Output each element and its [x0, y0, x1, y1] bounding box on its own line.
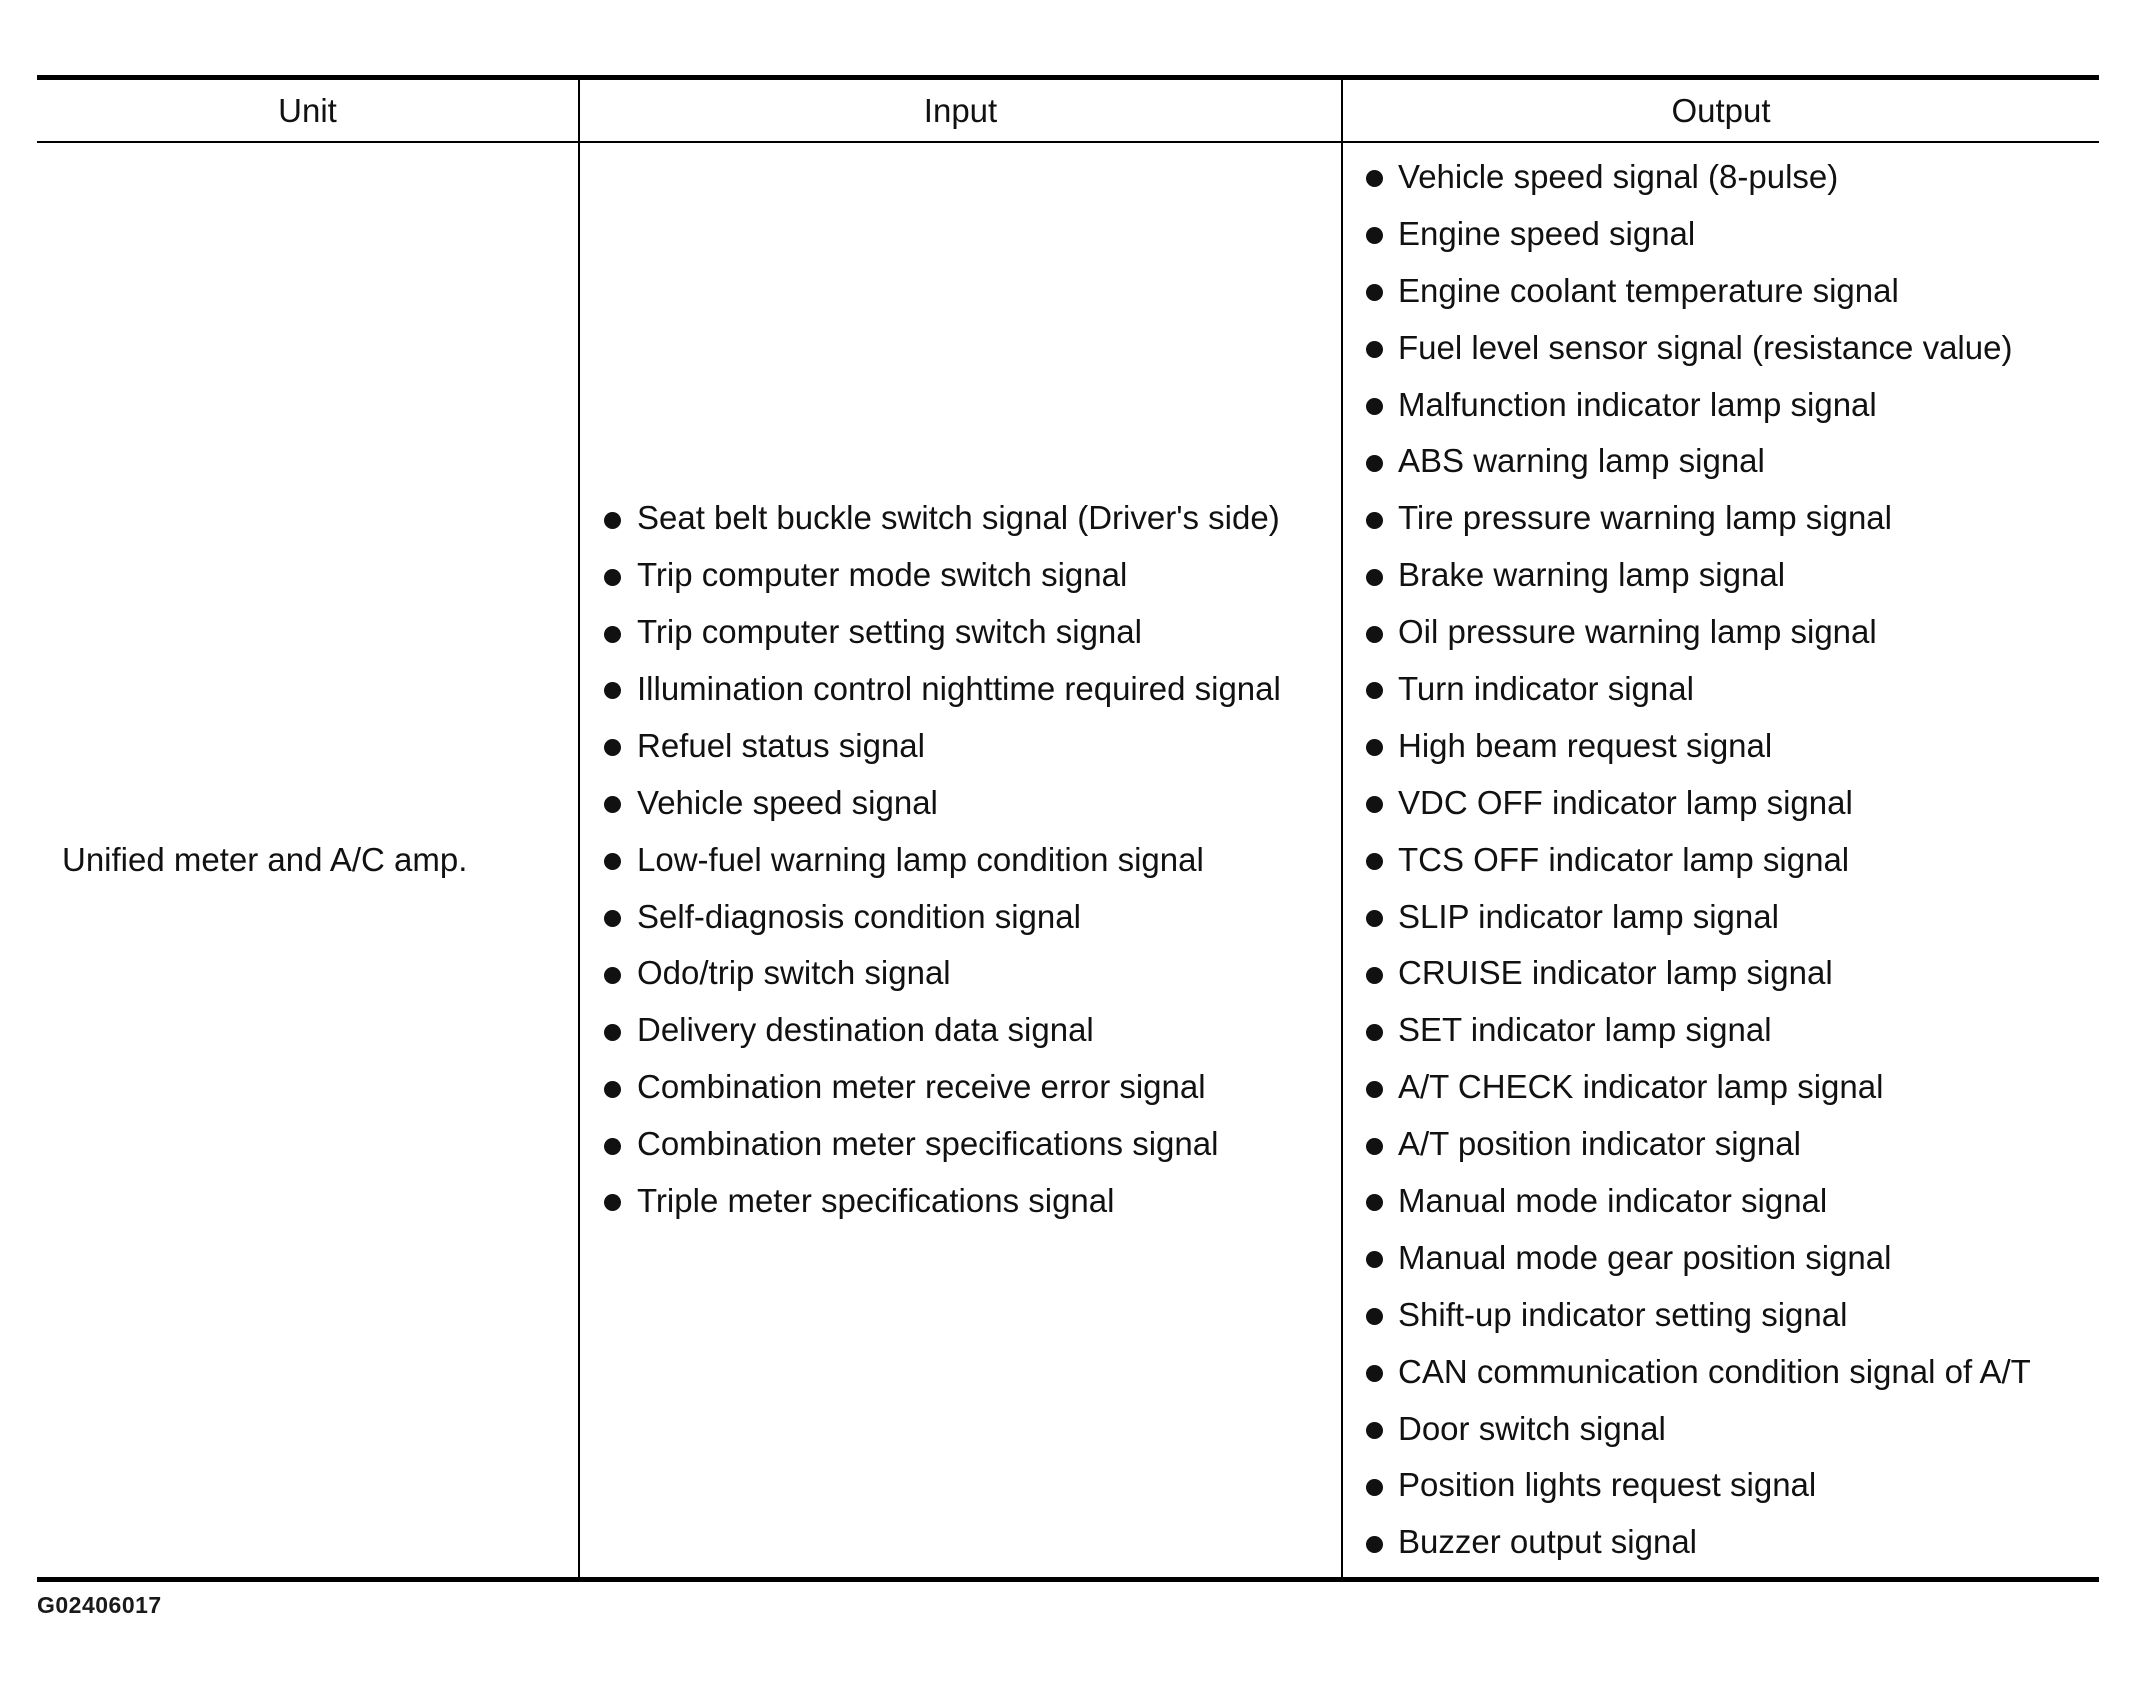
- bullet-icon: [604, 1081, 621, 1098]
- signal-label: Refuel status signal: [637, 726, 925, 764]
- signal-label: SLIP indicator lamp signal: [1398, 897, 1779, 935]
- bullet-icon: [1366, 967, 1383, 984]
- signal-label: Combination meter specifications signal: [637, 1125, 1219, 1163]
- signal-label: CAN communication condition signal of A/T: [1398, 1352, 2031, 1390]
- figure-id: G02406017: [37, 1592, 162, 1618]
- bullet-icon: [604, 910, 621, 927]
- signal-label: Tire pressure warning lamp signal: [1398, 499, 1892, 537]
- bullet-icon: [604, 626, 621, 643]
- table-header-row: [37, 78, 2099, 143]
- output-cell: [1342, 142, 2099, 1580]
- output-signal-item: [1343, 1287, 2099, 1344]
- output-signal-item: [1343, 149, 2099, 206]
- input-signal-item: [580, 832, 1341, 889]
- signal-label: Brake warning lamp signal: [1398, 556, 1786, 594]
- bullet-icon: [604, 967, 621, 984]
- output-signal-item: [1343, 945, 2099, 1002]
- bullet-icon: [1366, 1194, 1383, 1211]
- signal-label: Manual mode gear position signal: [1398, 1238, 1892, 1276]
- output-signal-item: [1343, 433, 2099, 490]
- bullet-icon: [1366, 227, 1383, 244]
- bullet-icon: [1366, 569, 1383, 586]
- signal-label: Door switch signal: [1398, 1409, 1666, 1447]
- output-signal-item: [1343, 490, 2099, 547]
- signal-label: Vehicle speed signal: [637, 783, 938, 821]
- bullet-icon: [604, 739, 621, 756]
- bullet-icon: [604, 1194, 621, 1211]
- signal-label: Position lights request signal: [1398, 1466, 1817, 1504]
- signal-label: High beam request signal: [1398, 726, 1773, 764]
- bullet-icon: [604, 1024, 621, 1041]
- output-signal-item: [1343, 1173, 2099, 1230]
- output-signal-item: [1343, 377, 2099, 434]
- output-signal-list: [1343, 143, 2099, 1577]
- input-signal-item: [580, 547, 1341, 604]
- output-signal-item: [1343, 775, 2099, 832]
- signal-label: Engine speed signal: [1398, 214, 1696, 252]
- signal-label: Illumination control nighttime required signal: [637, 670, 1281, 708]
- signal-label: Malfunction indicator lamp signal: [1398, 385, 1877, 423]
- bullet-icon: [1366, 910, 1383, 927]
- signal-label: Low-fuel warning lamp condition signal: [637, 840, 1204, 878]
- input-signal-item: [580, 945, 1341, 1002]
- header-output: Output: [1342, 78, 2099, 143]
- bullet-icon: [604, 853, 621, 870]
- signal-label: CRUISE indicator lamp signal: [1398, 954, 1833, 992]
- bullet-icon: [1366, 682, 1383, 699]
- output-signal-item: [1343, 718, 2099, 775]
- bullet-icon: [1366, 1536, 1383, 1553]
- bullet-icon: [1366, 739, 1383, 756]
- bullet-icon: [1366, 398, 1383, 415]
- bullet-icon: [1366, 1308, 1383, 1325]
- bullet-icon: [604, 569, 621, 586]
- signal-label: Odo/trip switch signal: [637, 954, 951, 992]
- signal-label: A/T position indicator signal: [1398, 1125, 1801, 1163]
- signal-label: TCS OFF indicator lamp signal: [1398, 840, 1850, 878]
- signal-label: VDC OFF indicator lamp signal: [1398, 783, 1853, 821]
- input-signal-item: [580, 661, 1341, 718]
- output-signal-item: [1343, 320, 2099, 377]
- output-signal-item: [1343, 661, 2099, 718]
- header-input: Input: [579, 78, 1342, 143]
- output-signal-item: [1343, 832, 2099, 889]
- signal-label: Fuel level sensor signal (resistance value): [1398, 328, 2013, 366]
- signal-label: Triple meter specifications signal: [637, 1182, 1115, 1220]
- signal-label: A/T CHECK indicator lamp signal: [1398, 1068, 1884, 1106]
- output-signal-item: [1343, 263, 2099, 320]
- signal-label: ABS warning lamp signal: [1398, 442, 1765, 480]
- signal-label: Manual mode indicator signal: [1398, 1182, 1828, 1220]
- input-signal-item: [580, 889, 1341, 946]
- signal-table: [37, 75, 2099, 1582]
- output-signal-item: [1343, 1002, 2099, 1059]
- bullet-icon: [604, 682, 621, 699]
- unit-name: Unified meter and A/C amp.: [62, 841, 468, 879]
- header-unit: Unit: [37, 78, 579, 143]
- output-signal-item: [1343, 1230, 2099, 1287]
- bullet-icon: [1366, 170, 1383, 187]
- bullet-icon: [1366, 284, 1383, 301]
- signal-label: Buzzer output signal: [1398, 1523, 1698, 1561]
- bullet-icon: [1366, 1479, 1383, 1496]
- output-signal-item: [1343, 889, 2099, 946]
- input-signal-item: [580, 1059, 1341, 1116]
- input-signal-item: [580, 1116, 1341, 1173]
- bullet-icon: [1366, 853, 1383, 870]
- signal-label: SET indicator lamp signal: [1398, 1011, 1772, 1049]
- output-signal-item: [1343, 547, 2099, 604]
- input-signal-item: [580, 718, 1341, 775]
- signal-label: Shift-up indicator setting signal: [1398, 1295, 1848, 1333]
- output-signal-item: [1343, 604, 2099, 661]
- signal-label: Engine coolant temperature signal: [1398, 271, 1899, 309]
- bullet-icon: [1366, 796, 1383, 813]
- signal-label: Delivery destination data signal: [637, 1011, 1094, 1049]
- output-signal-item: [1343, 1059, 2099, 1116]
- bullet-icon: [1366, 1081, 1383, 1098]
- output-signal-item: [1343, 1514, 2099, 1571]
- signal-label: Self-diagnosis condition signal: [637, 897, 1081, 935]
- bullet-icon: [1366, 1138, 1383, 1155]
- input-signal-item: [580, 1173, 1341, 1230]
- input-signal-item: [580, 775, 1341, 832]
- signal-label: Vehicle speed signal (8-pulse): [1398, 158, 1839, 195]
- bullet-icon: [1366, 1422, 1383, 1439]
- bullet-icon: [1366, 1024, 1383, 1041]
- input-signal-item: [580, 1002, 1341, 1059]
- bullet-icon: [1366, 1251, 1383, 1268]
- output-signal-item: [1343, 206, 2099, 263]
- table-row: [37, 142, 2099, 1580]
- bullet-icon: [1366, 512, 1383, 529]
- bullet-icon: [1366, 626, 1383, 643]
- output-signal-item: [1343, 1401, 2099, 1458]
- signal-label: Seat belt buckle switch signal (Driver's side): [637, 499, 1280, 537]
- signal-label: Oil pressure warning lamp signal: [1398, 613, 1877, 651]
- unit-cell: [37, 142, 579, 1580]
- signal-label: Trip computer mode switch signal: [637, 556, 1128, 594]
- input-signal-list: [580, 490, 1341, 1230]
- bullet-icon: [1366, 455, 1383, 472]
- input-signal-item: [580, 604, 1341, 661]
- output-signal-item: [1343, 1457, 2099, 1514]
- input-cell: [579, 142, 1342, 1580]
- bullet-icon: [604, 1138, 621, 1155]
- bullet-icon: [604, 512, 621, 529]
- signal-label: Turn indicator signal: [1398, 670, 1694, 708]
- bullet-icon: [604, 796, 621, 813]
- signal-label: Trip computer setting switch signal: [637, 613, 1142, 651]
- output-signal-item: [1343, 1344, 2099, 1401]
- bullet-icon: [1366, 1365, 1383, 1382]
- signal-label: Combination meter receive error signal: [637, 1068, 1206, 1106]
- input-signal-item: [580, 490, 1341, 547]
- output-signal-item: [1343, 1116, 2099, 1173]
- bullet-icon: [1366, 341, 1383, 358]
